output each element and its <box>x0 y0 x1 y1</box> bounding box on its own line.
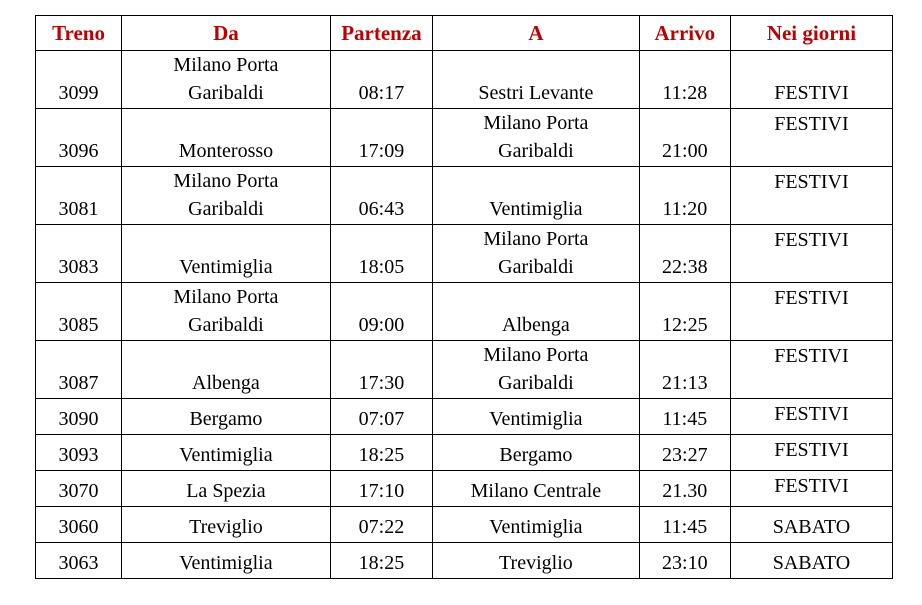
cell-da: Ventimiglia <box>122 225 331 283</box>
cell-arrivo: 21.30 <box>639 471 730 507</box>
cell-treno: 3081 <box>36 167 122 225</box>
cell-arrivo: 23:10 <box>639 543 730 579</box>
cell-giorni: FESTIVI <box>730 341 892 399</box>
cell-partenza: 09:00 <box>330 283 432 341</box>
cell-partenza: 08:17 <box>330 51 432 109</box>
cell-partenza: 07:22 <box>330 507 432 543</box>
cell-partenza: 18:25 <box>330 435 432 471</box>
cell-arrivo: 11:28 <box>639 51 730 109</box>
cell-da: Milano Porta Garibaldi <box>122 51 331 109</box>
cell-da: Treviglio <box>122 507 331 543</box>
cell-partenza: 18:25 <box>330 543 432 579</box>
cell-da: Albenga <box>122 341 331 399</box>
cell-treno: 3093 <box>36 435 122 471</box>
cell-da: Bergamo <box>122 399 331 435</box>
cell-a: Ventimiglia <box>433 507 640 543</box>
cell-partenza: 18:05 <box>330 225 432 283</box>
header-treno: Treno <box>36 16 122 51</box>
cell-giorni: FESTIVI <box>730 399 892 435</box>
cell-a: Treviglio <box>433 543 640 579</box>
cell-partenza: 07:07 <box>330 399 432 435</box>
cell-giorni: FESTIVI <box>730 283 892 341</box>
cell-da: Ventimiglia <box>122 435 331 471</box>
table-row <box>36 283 893 341</box>
header-partenza: Partenza <box>330 16 432 51</box>
cell-giorni: FESTIVI <box>730 167 892 225</box>
cell-a: Milano Porta Garibaldi <box>433 341 640 399</box>
cell-giorni: FESTIVI <box>730 51 892 109</box>
cell-giorni: FESTIVI <box>730 435 892 471</box>
cell-giorni: FESTIVI <box>730 225 892 283</box>
timetable-container <box>35 15 893 579</box>
table-row <box>36 435 893 471</box>
cell-arrivo: 11:20 <box>639 167 730 225</box>
cell-a: Bergamo <box>433 435 640 471</box>
cell-treno: 3087 <box>36 341 122 399</box>
cell-treno: 3083 <box>36 225 122 283</box>
cell-a: Ventimiglia <box>433 167 640 225</box>
table-row <box>36 51 893 109</box>
cell-da: Monterosso <box>122 109 331 167</box>
table-row <box>36 341 893 399</box>
cell-giorni: SABATO <box>730 543 892 579</box>
cell-treno: 3096 <box>36 109 122 167</box>
cell-treno: 3063 <box>36 543 122 579</box>
header-arrivo: Arrivo <box>639 16 730 51</box>
cell-a: Albenga <box>433 283 640 341</box>
cell-giorni: FESTIVI <box>730 109 892 167</box>
cell-arrivo: 21:00 <box>639 109 730 167</box>
cell-a: Milano Centrale <box>433 471 640 507</box>
header-da: Da <box>122 16 331 51</box>
cell-treno: 3070 <box>36 471 122 507</box>
table-row <box>36 471 893 507</box>
table-row <box>36 225 893 283</box>
header-giorni: Nei giorni <box>730 16 892 51</box>
cell-partenza: 17:30 <box>330 341 432 399</box>
cell-treno: 3085 <box>36 283 122 341</box>
header-row <box>36 16 893 51</box>
cell-da: Milano Porta Garibaldi <box>122 167 331 225</box>
cell-da: Ventimiglia <box>122 543 331 579</box>
cell-da: Milano Porta Garibaldi <box>122 283 331 341</box>
cell-treno: 3099 <box>36 51 122 109</box>
cell-partenza: 17:09 <box>330 109 432 167</box>
cell-a: Ventimiglia <box>433 399 640 435</box>
header-a: A <box>433 16 640 51</box>
cell-arrivo: 23:27 <box>639 435 730 471</box>
cell-a: Milano Porta Garibaldi <box>433 225 640 283</box>
cell-treno: 3090 <box>36 399 122 435</box>
train-timetable <box>35 15 893 579</box>
cell-giorni: SABATO <box>730 507 892 543</box>
cell-arrivo: 11:45 <box>639 399 730 435</box>
table-row <box>36 543 893 579</box>
cell-partenza: 17:10 <box>330 471 432 507</box>
table-row <box>36 167 893 225</box>
cell-a: Milano Porta Garibaldi <box>433 109 640 167</box>
cell-partenza: 06:43 <box>330 167 432 225</box>
cell-a: Sestri Levante <box>433 51 640 109</box>
cell-da: La Spezia <box>122 471 331 507</box>
cell-arrivo: 11:45 <box>639 507 730 543</box>
cell-giorni: FESTIVI <box>730 471 892 507</box>
cell-treno: 3060 <box>36 507 122 543</box>
cell-arrivo: 22:38 <box>639 225 730 283</box>
cell-arrivo: 12:25 <box>639 283 730 341</box>
table-row <box>36 507 893 543</box>
cell-arrivo: 21:13 <box>639 341 730 399</box>
table-row <box>36 109 893 167</box>
table-row <box>36 399 893 435</box>
